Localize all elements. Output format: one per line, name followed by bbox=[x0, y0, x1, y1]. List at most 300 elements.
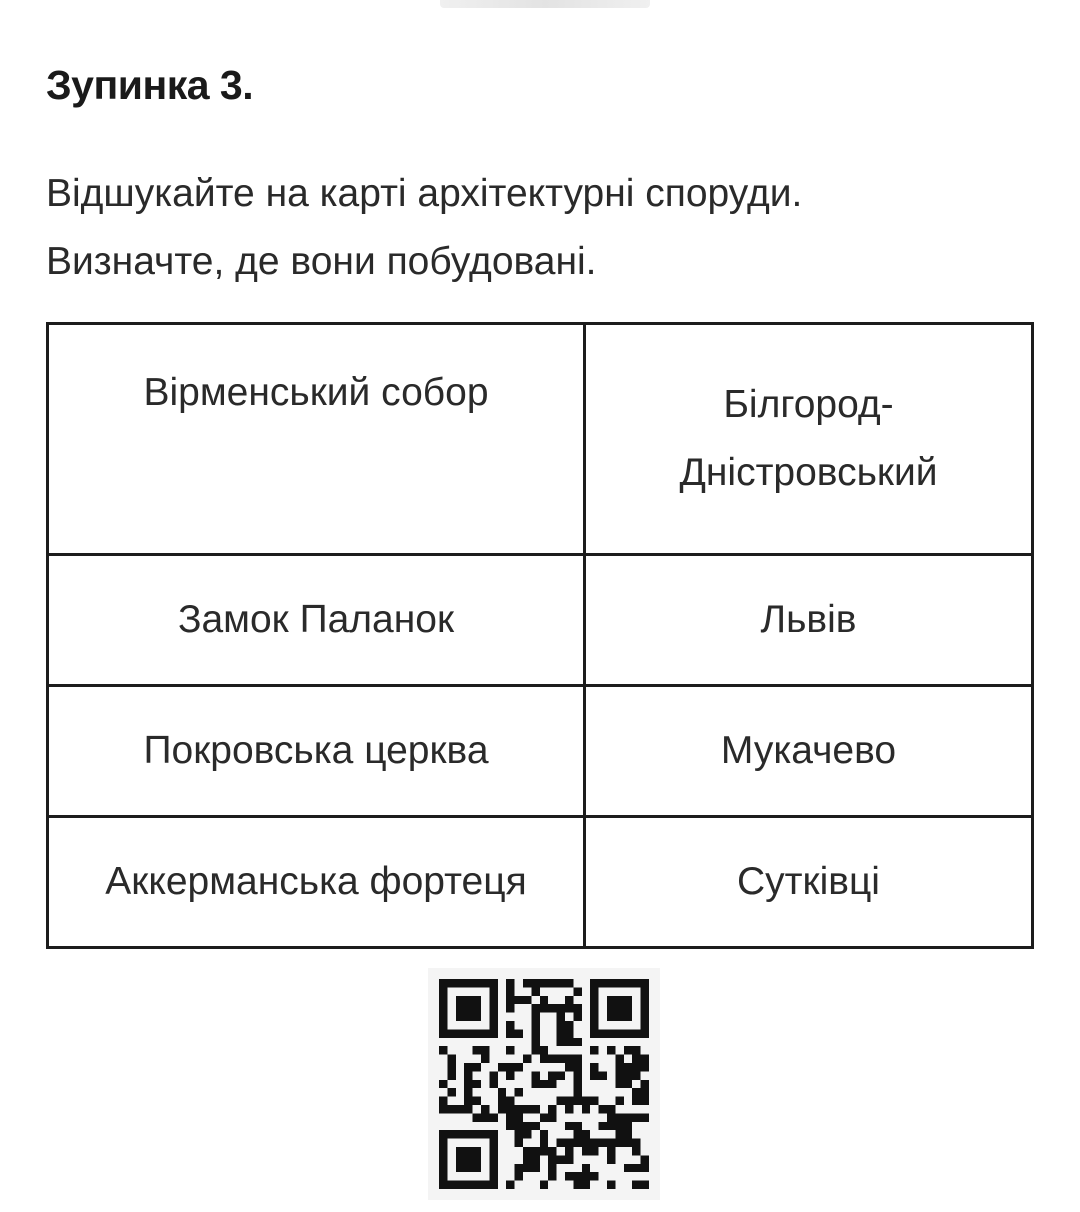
qr-module bbox=[473, 1164, 481, 1172]
qr-module bbox=[607, 1147, 615, 1155]
qr-module bbox=[439, 979, 447, 987]
qr-module bbox=[481, 1181, 489, 1189]
qr-module bbox=[607, 1013, 615, 1021]
qr-module bbox=[557, 1055, 565, 1063]
qr-module bbox=[489, 1004, 497, 1012]
qr-module bbox=[439, 1105, 447, 1113]
qr-module bbox=[464, 1164, 472, 1172]
qr-module bbox=[498, 1097, 506, 1105]
qr-module bbox=[489, 979, 497, 987]
qr-module bbox=[540, 1147, 548, 1155]
qr-module bbox=[582, 1181, 590, 1189]
qr-module bbox=[456, 1130, 464, 1138]
qr-module bbox=[632, 1029, 640, 1037]
city-cell-text: Білгород- Дністровський bbox=[679, 383, 938, 494]
qr-module bbox=[599, 1139, 607, 1147]
qr-module bbox=[523, 1147, 531, 1155]
table-row bbox=[48, 686, 1033, 817]
qr-module bbox=[489, 1013, 497, 1021]
qr-module bbox=[624, 1130, 632, 1138]
qr-module bbox=[632, 979, 640, 987]
task-instructions bbox=[46, 160, 1046, 296]
qr-module bbox=[565, 1155, 573, 1163]
qr-module bbox=[489, 1164, 497, 1172]
cropped-image-fragment bbox=[440, 0, 650, 8]
qr-module bbox=[515, 1063, 523, 1071]
qr-module bbox=[515, 1172, 523, 1180]
qr-module bbox=[641, 1004, 649, 1012]
building-cell: Аккерманська фортеця bbox=[48, 817, 585, 948]
qr-module bbox=[506, 1181, 514, 1189]
qr-module bbox=[582, 1147, 590, 1155]
qr-code-icon bbox=[439, 979, 649, 1189]
qr-module bbox=[439, 987, 447, 995]
qr-module bbox=[439, 1155, 447, 1163]
qr-module bbox=[557, 1038, 565, 1046]
qr-module bbox=[624, 1046, 632, 1054]
qr-module bbox=[439, 1172, 447, 1180]
qr-module bbox=[464, 1063, 472, 1071]
qr-module bbox=[447, 1055, 455, 1063]
qr-module bbox=[565, 1139, 573, 1147]
qr-module bbox=[582, 1105, 590, 1113]
qr-module bbox=[615, 996, 623, 1004]
qr-module bbox=[481, 1113, 489, 1121]
qr-module bbox=[531, 1038, 539, 1046]
qr-module bbox=[498, 1105, 506, 1113]
qr-module bbox=[506, 1097, 514, 1105]
qr-module bbox=[582, 1097, 590, 1105]
qr-module bbox=[573, 1122, 581, 1130]
qr-module bbox=[489, 1172, 497, 1180]
qr-module bbox=[489, 1155, 497, 1163]
qr-module bbox=[641, 996, 649, 1004]
qr-module bbox=[464, 1147, 472, 1155]
qr-module bbox=[599, 979, 607, 987]
qr-module bbox=[540, 1139, 548, 1147]
qr-module bbox=[506, 987, 514, 995]
qr-module bbox=[439, 1021, 447, 1029]
qr-module bbox=[607, 1105, 615, 1113]
qr-module bbox=[582, 1172, 590, 1180]
qr-module bbox=[607, 1046, 615, 1054]
qr-module bbox=[473, 1080, 481, 1088]
qr-module bbox=[489, 1181, 497, 1189]
qr-module bbox=[439, 1029, 447, 1037]
qr-module bbox=[590, 1147, 598, 1155]
qr-module bbox=[548, 1155, 556, 1163]
qr-module bbox=[599, 1071, 607, 1079]
qr-module bbox=[573, 1139, 581, 1147]
qr-module bbox=[473, 1004, 481, 1012]
qr-module bbox=[582, 1164, 590, 1172]
qr-module bbox=[464, 1029, 472, 1037]
qr-module bbox=[481, 1055, 489, 1063]
qr-module bbox=[632, 1181, 640, 1189]
qr-module bbox=[615, 979, 623, 987]
qr-module bbox=[548, 1004, 556, 1012]
qr-module bbox=[573, 1063, 581, 1071]
qr-module bbox=[624, 1164, 632, 1172]
qr-module bbox=[548, 1055, 556, 1063]
qr-module bbox=[557, 1021, 565, 1029]
qr-module bbox=[632, 1071, 640, 1079]
qr-module bbox=[447, 1105, 455, 1113]
qr-module bbox=[540, 1046, 548, 1054]
qr-module bbox=[456, 996, 464, 1004]
qr-module bbox=[590, 1063, 598, 1071]
qr-module bbox=[506, 1021, 514, 1029]
qr-module bbox=[473, 1181, 481, 1189]
qr-module bbox=[607, 1155, 615, 1163]
qr-module bbox=[456, 979, 464, 987]
qr-module bbox=[506, 1105, 514, 1113]
qr-module bbox=[489, 1021, 497, 1029]
qr-module bbox=[607, 1139, 615, 1147]
qr-code[interactable] bbox=[428, 968, 660, 1200]
qr-module bbox=[565, 1004, 573, 1012]
qr-module bbox=[557, 1071, 565, 1079]
qr-module bbox=[464, 1013, 472, 1021]
qr-module bbox=[624, 1122, 632, 1130]
qr-module bbox=[565, 1122, 573, 1130]
qr-module bbox=[607, 1113, 615, 1121]
qr-module bbox=[447, 1071, 455, 1079]
qr-module bbox=[523, 1164, 531, 1172]
qr-module bbox=[641, 1181, 649, 1189]
qr-module bbox=[590, 1139, 598, 1147]
qr-module bbox=[582, 1139, 590, 1147]
qr-module bbox=[506, 1046, 514, 1054]
qr-module bbox=[506, 1004, 514, 1012]
qr-module bbox=[473, 1063, 481, 1071]
qr-module bbox=[632, 1063, 640, 1071]
qr-module bbox=[489, 1071, 497, 1079]
qr-module bbox=[515, 1029, 523, 1037]
qr-module bbox=[641, 987, 649, 995]
qr-module bbox=[573, 1055, 581, 1063]
qr-module bbox=[632, 1164, 640, 1172]
qr-module bbox=[506, 996, 514, 1004]
qr-module bbox=[473, 1097, 481, 1105]
qr-module bbox=[439, 996, 447, 1004]
qr-module bbox=[632, 1147, 640, 1155]
qr-module bbox=[641, 1055, 649, 1063]
qr-module bbox=[641, 1113, 649, 1121]
qr-module bbox=[531, 1029, 539, 1037]
qr-module bbox=[624, 1029, 632, 1037]
qr-module bbox=[523, 996, 531, 1004]
qr-module bbox=[456, 1181, 464, 1189]
qr-module bbox=[590, 1004, 598, 1012]
qr-module bbox=[548, 1147, 556, 1155]
qr-module bbox=[464, 1071, 472, 1079]
qr-module bbox=[565, 1172, 573, 1180]
qr-module bbox=[590, 1029, 598, 1037]
qr-module bbox=[515, 996, 523, 1004]
qr-module bbox=[615, 1080, 623, 1088]
qr-module bbox=[531, 987, 539, 995]
qr-module bbox=[489, 1139, 497, 1147]
qr-module bbox=[523, 1105, 531, 1113]
qr-module bbox=[615, 1013, 623, 1021]
qr-module bbox=[540, 979, 548, 987]
qr-module bbox=[464, 1080, 472, 1088]
qr-module bbox=[624, 1080, 632, 1088]
qr-module bbox=[548, 1164, 556, 1172]
qr-module bbox=[624, 1139, 632, 1147]
qr-module bbox=[531, 1164, 539, 1172]
qr-module bbox=[464, 996, 472, 1004]
qr-module bbox=[531, 1080, 539, 1088]
qr-module bbox=[632, 1139, 640, 1147]
qr-module bbox=[473, 1113, 481, 1121]
matching-table bbox=[46, 322, 1034, 949]
qr-module bbox=[624, 1004, 632, 1012]
qr-module bbox=[624, 979, 632, 987]
qr-module bbox=[641, 1097, 649, 1105]
qr-module bbox=[439, 1097, 447, 1105]
qr-module bbox=[540, 1113, 548, 1121]
qr-module bbox=[515, 1139, 523, 1147]
qr-module bbox=[624, 1071, 632, 1079]
qr-module bbox=[607, 996, 615, 1004]
qr-module bbox=[557, 1097, 565, 1105]
qr-module bbox=[624, 1013, 632, 1021]
qr-module bbox=[540, 1181, 548, 1189]
qr-module bbox=[573, 1013, 581, 1021]
qr-module bbox=[523, 979, 531, 987]
qr-module bbox=[489, 1130, 497, 1138]
qr-module bbox=[641, 1013, 649, 1021]
qr-module bbox=[565, 1147, 573, 1155]
qr-module bbox=[464, 979, 472, 987]
qr-module bbox=[607, 979, 615, 987]
instruction-line-2: Визначте, де вони побудовані. bbox=[46, 240, 597, 283]
qr-module bbox=[447, 1130, 455, 1138]
qr-module bbox=[464, 1181, 472, 1189]
qr-module bbox=[531, 1147, 539, 1155]
city-cell: Сутківці bbox=[585, 817, 1033, 948]
qr-module bbox=[641, 1164, 649, 1172]
qr-module bbox=[565, 1038, 573, 1046]
qr-module bbox=[481, 1046, 489, 1054]
qr-module bbox=[489, 1029, 497, 1037]
table-row bbox=[48, 817, 1033, 948]
qr-module bbox=[506, 1063, 514, 1071]
qr-module bbox=[447, 1029, 455, 1037]
qr-module bbox=[506, 1122, 514, 1130]
table-row bbox=[48, 324, 1033, 555]
qr-module bbox=[540, 1080, 548, 1088]
qr-module bbox=[615, 1113, 623, 1121]
qr-module bbox=[590, 979, 598, 987]
city-cell: Мукачево bbox=[585, 686, 1033, 817]
qr-module bbox=[473, 979, 481, 987]
qr-module bbox=[489, 1147, 497, 1155]
qr-module bbox=[641, 1088, 649, 1096]
qr-module bbox=[447, 979, 455, 987]
qr-module bbox=[565, 1029, 573, 1037]
qr-module bbox=[607, 1029, 615, 1037]
table-row bbox=[48, 555, 1033, 686]
qr-module bbox=[632, 1097, 640, 1105]
qr-module bbox=[548, 1113, 556, 1121]
qr-module bbox=[473, 1130, 481, 1138]
qr-module bbox=[531, 979, 539, 987]
qr-module bbox=[531, 1013, 539, 1021]
city-cell: Львів bbox=[585, 555, 1033, 686]
qr-module bbox=[464, 1105, 472, 1113]
qr-module bbox=[531, 1122, 539, 1130]
qr-module bbox=[464, 1088, 472, 1096]
qr-module bbox=[590, 1172, 598, 1180]
qr-module bbox=[515, 1130, 523, 1138]
qr-module bbox=[473, 1013, 481, 1021]
qr-module bbox=[590, 1021, 598, 1029]
qr-module bbox=[439, 1080, 447, 1088]
qr-module bbox=[565, 1021, 573, 1029]
qr-module bbox=[515, 1113, 523, 1121]
qr-module bbox=[548, 1071, 556, 1079]
qr-module bbox=[565, 1097, 573, 1105]
qr-module bbox=[523, 1122, 531, 1130]
qr-module bbox=[439, 1181, 447, 1189]
qr-module bbox=[641, 1029, 649, 1037]
qr-module bbox=[523, 1130, 531, 1138]
qr-module bbox=[515, 1105, 523, 1113]
qr-module bbox=[489, 987, 497, 995]
qr-module bbox=[557, 1013, 565, 1021]
qr-module bbox=[573, 1071, 581, 1079]
qr-module bbox=[607, 1181, 615, 1189]
qr-module bbox=[523, 1155, 531, 1163]
qr-module bbox=[557, 1155, 565, 1163]
qr-module bbox=[548, 1080, 556, 1088]
qr-module bbox=[615, 1122, 623, 1130]
qr-module bbox=[447, 1088, 455, 1096]
qr-module bbox=[489, 996, 497, 1004]
qr-module bbox=[565, 1105, 573, 1113]
qr-module bbox=[464, 1097, 472, 1105]
qr-module bbox=[632, 1113, 640, 1121]
qr-module bbox=[473, 1046, 481, 1054]
qr-module bbox=[548, 1172, 556, 1180]
qr-module bbox=[573, 1172, 581, 1180]
qr-module bbox=[624, 1113, 632, 1121]
qr-module bbox=[590, 996, 598, 1004]
qr-module bbox=[481, 1105, 489, 1113]
qr-module bbox=[439, 1147, 447, 1155]
qr-module bbox=[557, 1004, 565, 1012]
qr-module bbox=[515, 1122, 523, 1130]
qr-module bbox=[523, 1055, 531, 1063]
qr-module bbox=[531, 1071, 539, 1079]
qr-module bbox=[531, 1046, 539, 1054]
qr-module bbox=[456, 1029, 464, 1037]
qr-module bbox=[439, 1046, 447, 1054]
qr-module bbox=[615, 1055, 623, 1063]
qr-module bbox=[590, 1071, 598, 1079]
qr-module bbox=[573, 1097, 581, 1105]
building-cell: Вірменський собор bbox=[48, 324, 585, 555]
qr-module bbox=[464, 1004, 472, 1012]
qr-module bbox=[557, 1029, 565, 1037]
qr-module bbox=[641, 1080, 649, 1088]
qr-module bbox=[565, 979, 573, 987]
qr-module bbox=[548, 979, 556, 987]
qr-module bbox=[464, 1155, 472, 1163]
qr-module bbox=[531, 1021, 539, 1029]
qr-module bbox=[473, 1147, 481, 1155]
qr-module bbox=[473, 1029, 481, 1037]
qr-module bbox=[615, 1063, 623, 1071]
qr-module bbox=[531, 1004, 539, 1012]
qr-module bbox=[641, 1021, 649, 1029]
qr-module bbox=[456, 1013, 464, 1021]
qr-module bbox=[641, 1155, 649, 1163]
qr-module bbox=[565, 1063, 573, 1071]
qr-module bbox=[456, 1004, 464, 1012]
qr-module bbox=[590, 1013, 598, 1021]
qr-module bbox=[624, 996, 632, 1004]
qr-module bbox=[447, 1181, 455, 1189]
qr-module bbox=[531, 1155, 539, 1163]
qr-module bbox=[582, 1130, 590, 1138]
qr-module bbox=[615, 1004, 623, 1012]
qr-module bbox=[632, 1088, 640, 1096]
qr-module bbox=[506, 1071, 514, 1079]
qr-module bbox=[540, 1004, 548, 1012]
qr-module bbox=[607, 1122, 615, 1130]
qr-module bbox=[506, 1113, 514, 1121]
qr-module bbox=[590, 1097, 598, 1105]
qr-module bbox=[565, 1055, 573, 1063]
qr-module bbox=[439, 1130, 447, 1138]
qr-module bbox=[615, 1130, 623, 1138]
qr-module bbox=[464, 1130, 472, 1138]
qr-module bbox=[615, 1071, 623, 1079]
qr-module bbox=[456, 1155, 464, 1163]
qr-module bbox=[531, 1105, 539, 1113]
qr-module bbox=[573, 987, 581, 995]
qr-module bbox=[557, 1139, 565, 1147]
qr-module bbox=[540, 996, 548, 1004]
qr-module bbox=[439, 1139, 447, 1147]
qr-module bbox=[481, 1130, 489, 1138]
qr-module bbox=[641, 1063, 649, 1071]
qr-module bbox=[615, 1139, 623, 1147]
qr-module bbox=[632, 1046, 640, 1054]
qr-module bbox=[473, 996, 481, 1004]
qr-module bbox=[599, 1122, 607, 1130]
qr-module bbox=[548, 1105, 556, 1113]
qr-module bbox=[489, 1080, 497, 1088]
qr-module bbox=[439, 1013, 447, 1021]
qr-module bbox=[599, 1029, 607, 1037]
qr-module bbox=[599, 1105, 607, 1113]
qr-module bbox=[515, 1088, 523, 1096]
qr-module bbox=[573, 1088, 581, 1096]
qr-module bbox=[632, 1055, 640, 1063]
qr-module bbox=[615, 1097, 623, 1105]
city-cell bbox=[585, 324, 1033, 555]
qr-module bbox=[540, 1055, 548, 1063]
qr-module bbox=[456, 1164, 464, 1172]
qr-module bbox=[557, 979, 565, 987]
instruction-line-1: Відшукайте на карті архітектурні споруди. bbox=[46, 172, 803, 215]
building-cell: Покровська церква bbox=[48, 686, 585, 817]
